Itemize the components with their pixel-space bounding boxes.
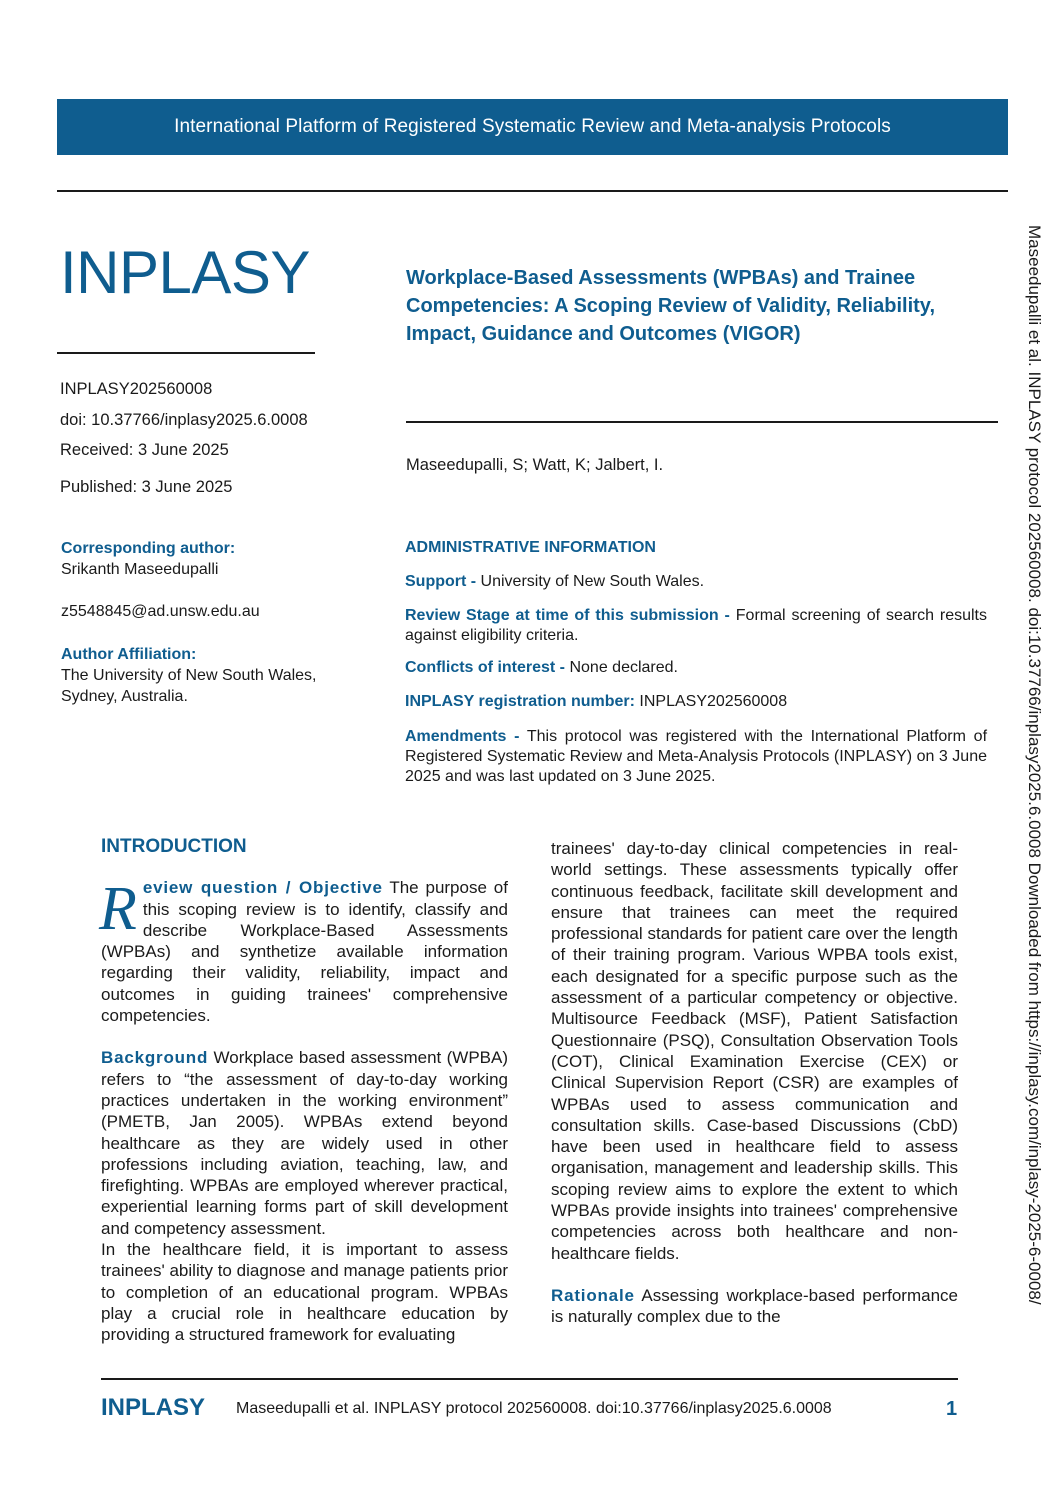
footer-citation: Maseedupalli et al. INPLASY protocol 202560008. doi:10.37766/inplasy2025.6.0008 [236,1400,832,1417]
conflicts-text: None declared. [569,659,678,676]
published-date: Published: 3 June 2025 [60,478,233,496]
introduction-heading: INTRODUCTION [101,836,247,857]
authors: Maseedupalli, S; Watt, K; Jalbert, I. [406,456,664,474]
paper-title: Workplace-Based Assessments (WPBAs) and Trainee Competencies: A Scoping Review of Validity, Reliability, Impact, Guidance and Outcomes (VIGOR) [406,267,936,345]
review-question-paragraph [101,877,508,1026]
rationale-label: Rationale [551,1285,635,1305]
rationale-paragraph [551,1285,958,1328]
column-right [551,838,958,1328]
corresponding-author [61,538,235,580]
reg-text: INPLASY202560008 [639,693,788,710]
author-affiliation [61,644,361,707]
amend-label: Amendments - [405,728,520,745]
registration-id: INPLASY202560008 [60,380,213,398]
amend-text: This protocol was registered with the International Platform of Registered Systematic Review and Meta-Analysis Protocols (INPLASY) on 3 June 2025 and was last updated on 3 June 2025. [405,728,988,785]
admin-conflicts [405,658,987,678]
review-question-text: The purpose of this scoping review is to identify, classify and describe Workplace-Based Assessments (WPBAs) and synthetize available information regarding their validity, reliability, impact and outcomes in guiding trainees' comprehensive competencies. [101,878,508,1026]
corresponding-label: Corresponding author: [61,540,236,557]
footer-rule [101,1378,958,1380]
column-left [101,836,508,1346]
doi[interactable]: doi: 10.37766/inplasy2025.6.0008 [60,411,308,429]
conflicts-label: Conflicts of interest - [405,659,566,676]
background-paragraph [101,1047,508,1239]
admin-review-stage [405,606,987,646]
background-paragraph-2: In the healthcare field, it is important to assess trainees' ability to diagnose and manage patients prior to completion of an educational program. WPBAs play a crucial role in healthcare education by providing a structured framework for evaluating [101,1240,508,1345]
rationale-text: Assessing workplace-based performance is naturally complex due to the [551,1285,958,1327]
admin-registration [405,692,987,712]
background-text: Workplace based assessment (WPBA) refers to “the assessment of day-to-day working practices undertaken in the working environment” (PMETB, Jan 2005). WPBAs extend beyond healthcare as they are widely used in other professions including aviation, teaching, law, and firefighting. WPBAs are employed wherever practical, experiential learning forms part of skill development and competency assessment. [101,1048,508,1238]
review-question-label: eview question / Objective [142,878,383,898]
affiliation-label: Author Affiliation: [61,646,197,663]
header-banner [57,99,1008,155]
background-label: Background [101,1048,209,1068]
corresponding-email[interactable]: z5548845@ad.unsw.edu.au [61,603,260,620]
affiliation-text: The University of New South Wales, Sydney, Australia. [61,667,317,705]
support-label: Support - [405,573,477,590]
banner-text: International Platform of Registered Systematic Review and Meta-analysis Protocols [174,116,891,137]
background-continued: trainees' day-to-day clinical competencies in real-world settings. These assessments typically offer continuous feedback, facilitate skill development and ensure that trainees can meet the required professional standards for patient care over the length of their training program. Various WPBA tools exist, each designated for a specific purpose such as the assessment of a particular competency or objective. Multisource Feedback (MSF), Patient Satisfaction Questionnaire (PSQ), Consultation Observation Tools (COT), Clinical Examination Exercise (CEX) or Clinical Supervision Report (CSR) are examples of WPBAs used to assess communication and consultation skills. Case-based Discussions (CbD) have been used in healthcare field to assess organisation, management and leadership skills. This scoping review aims to explore the extent to which WPBAs provide insights into trainees' comprehensive competencies across both healthcare and non-healthcare fields. [551,839,958,1263]
admin-heading: ADMINISTRATIVE INFORMATION [405,539,656,556]
brand-rule [57,352,315,354]
journal-brand: INPLASY [60,239,310,306]
footer-brand: INPLASY [101,1394,206,1421]
admin-support [405,572,987,592]
support-text: University of New South Wales. [480,573,705,590]
vertical-citation-sidebar: Maseedupalli et al. INPLASY protocol 202560008. doi:10.37766/inplasy2025.6.0008 Downloaded from https://inplasy.com/inplasy-2025-6-0008/ [1025,225,1044,1305]
stage-text: Formal screening of search results against eligibility criteria. [405,607,988,644]
top-rule [57,190,1008,192]
title-rule [406,421,998,423]
corresponding-name: Srikanth Maseedupalli [61,561,219,578]
reg-label: INPLASY registration number: [405,693,635,710]
admin-amendments [405,727,987,787]
drop-cap: R [99,875,137,944]
received-date: Received: 3 June 2025 [60,441,229,459]
stage-label: Review Stage at time of this submission - [405,607,730,624]
page-number: 1 [946,1398,958,1420]
